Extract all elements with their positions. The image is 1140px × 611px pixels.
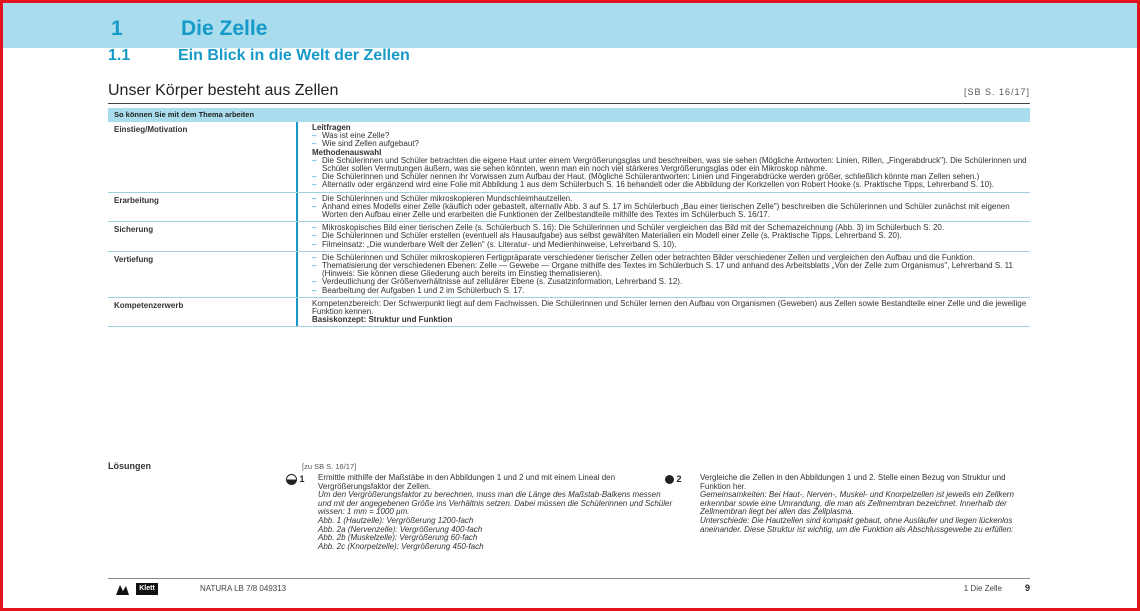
row-line: Methodenauswahl	[312, 147, 382, 157]
page-title: Unser Körper besteht aus Zellen	[108, 82, 339, 99]
solution-2	[700, 474, 1018, 534]
row-label: Vertiefung	[108, 252, 298, 297]
table-row	[108, 122, 1030, 193]
solution-2-number: 2	[665, 474, 682, 484]
footer-book-code: NATURA LB 7/8 049313	[200, 584, 287, 593]
publisher-logo: Klett	[136, 583, 158, 595]
row-content	[298, 252, 1030, 297]
row-line: Kompetenzbereich: Der Schwerpunkt liegt auf dem Fachwissen. Die Schülerinnen und Schüler lernen den Aufbau von Organismen (Geweben) aus Zellen sowie Bestandteile einer Zelle und die jeweilige Funktion kennen.	[312, 298, 1027, 317]
row-line: – Die Schülerinnen und Schüler erstellen (eventuell als Hausaufgabe) aus selbst gewählten Materialien ein Modell einer Zelle (s. Praktische Tipps, Lehrerband S. 20).	[312, 232, 1030, 240]
row-content	[298, 193, 1030, 222]
chapter-header-band	[3, 3, 1137, 48]
table-row	[108, 222, 1030, 252]
row-line: – Die Schülerinnen und Schüler mikroskopieren Fertigpräparate verschiedener tierischer Zellen oder betrachten Bilder verschiedener Zellen und vergleichen den Aufbau und die Funktion.	[312, 254, 1030, 262]
title-rule	[108, 103, 1030, 104]
row-line: – Thematisierung der verschiedenen Ebenen: Zelle — Gewebe — Organe mithilfe des Textes im Schülerbuch S. 17 und anhand des Arbeitsblatts „Von der Zelle zum Organismus", Lehrerband S. 11 (Hinweis: Sie können diese Gliederung auch bereits im Einstieg thematisieren).	[312, 262, 1030, 278]
table-header: So können Sie mit dem Thema arbeiten	[108, 108, 1030, 122]
table-row	[108, 193, 1030, 223]
row-line: – Anhand eines Modells einer Zelle (käuflich oder gebastelt, alternativ Abb. 3 auf S. 17 im Schülerbuch „Bau einer tierischen Zelle") beschreiben die Schülerinnen und Schüler zunächst mit eigenen Worten den Aufbau einer Zelle und erarbeiten die Funktionen der Zellbestandteile mithilfe des Textes im Schülerbuch S. 16/17.	[312, 203, 1030, 219]
solution-1-answer	[318, 491, 673, 551]
solution-2-task: Vergleiche die Zellen in den Abbildungen 1 und 2. Stelle einen Bezug von Struktur und Funktion her.	[700, 473, 1006, 491]
solution-1-number: 1	[286, 474, 305, 485]
answer-line: Um den Vergrößerungsfaktor zu berechnen, muss man die Länge des Maßstab-Balkens messen und mit der angegebenen Größe ins Verhältnis setzen. Dabei müssen die Schülerinnen und Schüler wissen: 1 mm = 1000 µm.	[318, 490, 673, 517]
answer-line: Abb. 1 (Hautzelle): Vergrößerung 1200-fach	[318, 515, 474, 525]
row-line: – Die Schülerinnen und Schüler betrachten die eigene Haut unter einem Vergrößerungsglas und beschreiben, was sie sehen (Mögliche Antworten: Linien, Rillen, „Fingerabdruck"). Die Schülerinnen und Schüler sollen Vermutungen äußern, was sie sehen könnten, wenn man ein noch viel stärkeres Vergrößerungsglas oder ein Mikroskop nähme.	[312, 157, 1030, 173]
full-circle-icon	[665, 475, 674, 484]
page-number: 9	[1024, 583, 1030, 593]
row-line: Basiskonzept: Struktur und Funktion	[312, 315, 453, 325]
row-content	[298, 222, 1030, 251]
table-body	[108, 122, 1030, 327]
row-line: – Die Schülerinnen und Schüler mikroskopieren Mundschleimhautzellen.	[312, 195, 1030, 203]
half-circle-icon	[286, 474, 297, 485]
row-line: – Was ist eine Zelle?	[312, 132, 1030, 140]
answer-line: Abb. 2a (Nervenzelle): Vergrößerung 400-fach	[318, 524, 483, 534]
solution-1	[318, 474, 673, 551]
answer-line: Abb. 2c (Knorpelzelle): Vergrößerung 450-fach	[318, 541, 484, 551]
solutions-title: Lösungen	[108, 461, 151, 471]
row-label: Einstieg/Motivation	[108, 122, 298, 192]
row-label: Sicherung	[108, 222, 298, 251]
page-reference: [SB S. 16/17]	[963, 87, 1030, 97]
section-number: 1.1	[108, 47, 131, 64]
row-line: – Wie sind Zellen aufgebaut?	[312, 140, 1030, 148]
solutions-reference: [zu SB S. 16/17]	[302, 462, 357, 471]
row-line: – Filmeinsatz: „Die wunderbare Welt der Zellen" (s. Literatur- und Medienhinweise, Lehrerband S. 10).	[312, 241, 1030, 249]
page-footer	[108, 578, 1030, 599]
row-line: – Verdeutlichung der Größenverhältnisse auf zellulärer Ebene (s. Zusatzinformation, Lehrerband S. 12).	[312, 278, 1030, 286]
footer-chapter: 1 Die Zelle	[963, 584, 1002, 593]
section-title: Ein Blick in die Welt der Zellen	[178, 47, 410, 64]
answer-line: Abb. 2b (Muskelzelle): Vergrößerung 60-fach	[318, 533, 478, 543]
row-label: Erarbeitung	[108, 193, 298, 222]
answer-line: Unterschiede: Die Hautzellen sind kompakt gebaut, ohne Ausläufer und liegen lückenlos aneinander. Diese Struktur ist wichtig, um die Funktion als Abschlussgewebe zu erfüllen:	[700, 515, 1014, 534]
answer-line: Gemeinsamkeiten: Bei Haut-, Nerven-, Muskel- und Knorpelzellen ist jeweils ein Zellkern erkennbar sowie eine Umrandung, die man als Zellmembran bezeichnet. Innerhalb der Zellmembran liegt bei allen das Zellplasma.	[700, 490, 1014, 517]
row-line: – Die Schülerinnen und Schüler nennen ihr Vorwissen zum Aufbau der Haut. (Mögliche Schülerantworten: Linien und Fingerabdrücke werden größer, schließlich könnte man Zellen sehen.)	[312, 173, 1030, 181]
row-line: – Mikroskopisches Bild einer tierischen Zelle (s. Schülerbuch S. 16): Die Schülerinnen und Schüler vergleichen das Bild mit der Schemazeichnung (Abb. 3) im Schülerbuch S. 20.	[312, 224, 1030, 232]
chapter-number: 1	[111, 17, 123, 40]
row-line: – Bearbeitung der Aufgaben 1 und 2 im Schülerbuch S. 17.	[312, 287, 1030, 295]
row-content	[298, 298, 1030, 327]
methods-table	[108, 108, 1030, 327]
table-row	[108, 298, 1030, 328]
solution-2-answer	[700, 491, 1018, 534]
row-content	[298, 122, 1030, 192]
row-line: – Alternativ oder ergänzend wird eine Folie mit Abbildung 1 aus dem Schülerbuch S. 16 behandelt oder die Abbildung der Korkzellen von Robert Hooke (s. Praktische Tipps, Lehrerband S. 10).	[312, 181, 1030, 189]
chapter-title: Die Zelle	[181, 17, 268, 40]
table-row	[108, 252, 1030, 298]
solution-1-task: Ermittle mithilfe der Maßstäbe in den Abbildungen 1 und 2 und mit einem Lineal den Vergrößerungsfaktor der Zellen.	[318, 473, 616, 491]
row-line: Leitfragen	[312, 123, 351, 132]
row-label: Kompetenzerwerb	[108, 298, 298, 327]
